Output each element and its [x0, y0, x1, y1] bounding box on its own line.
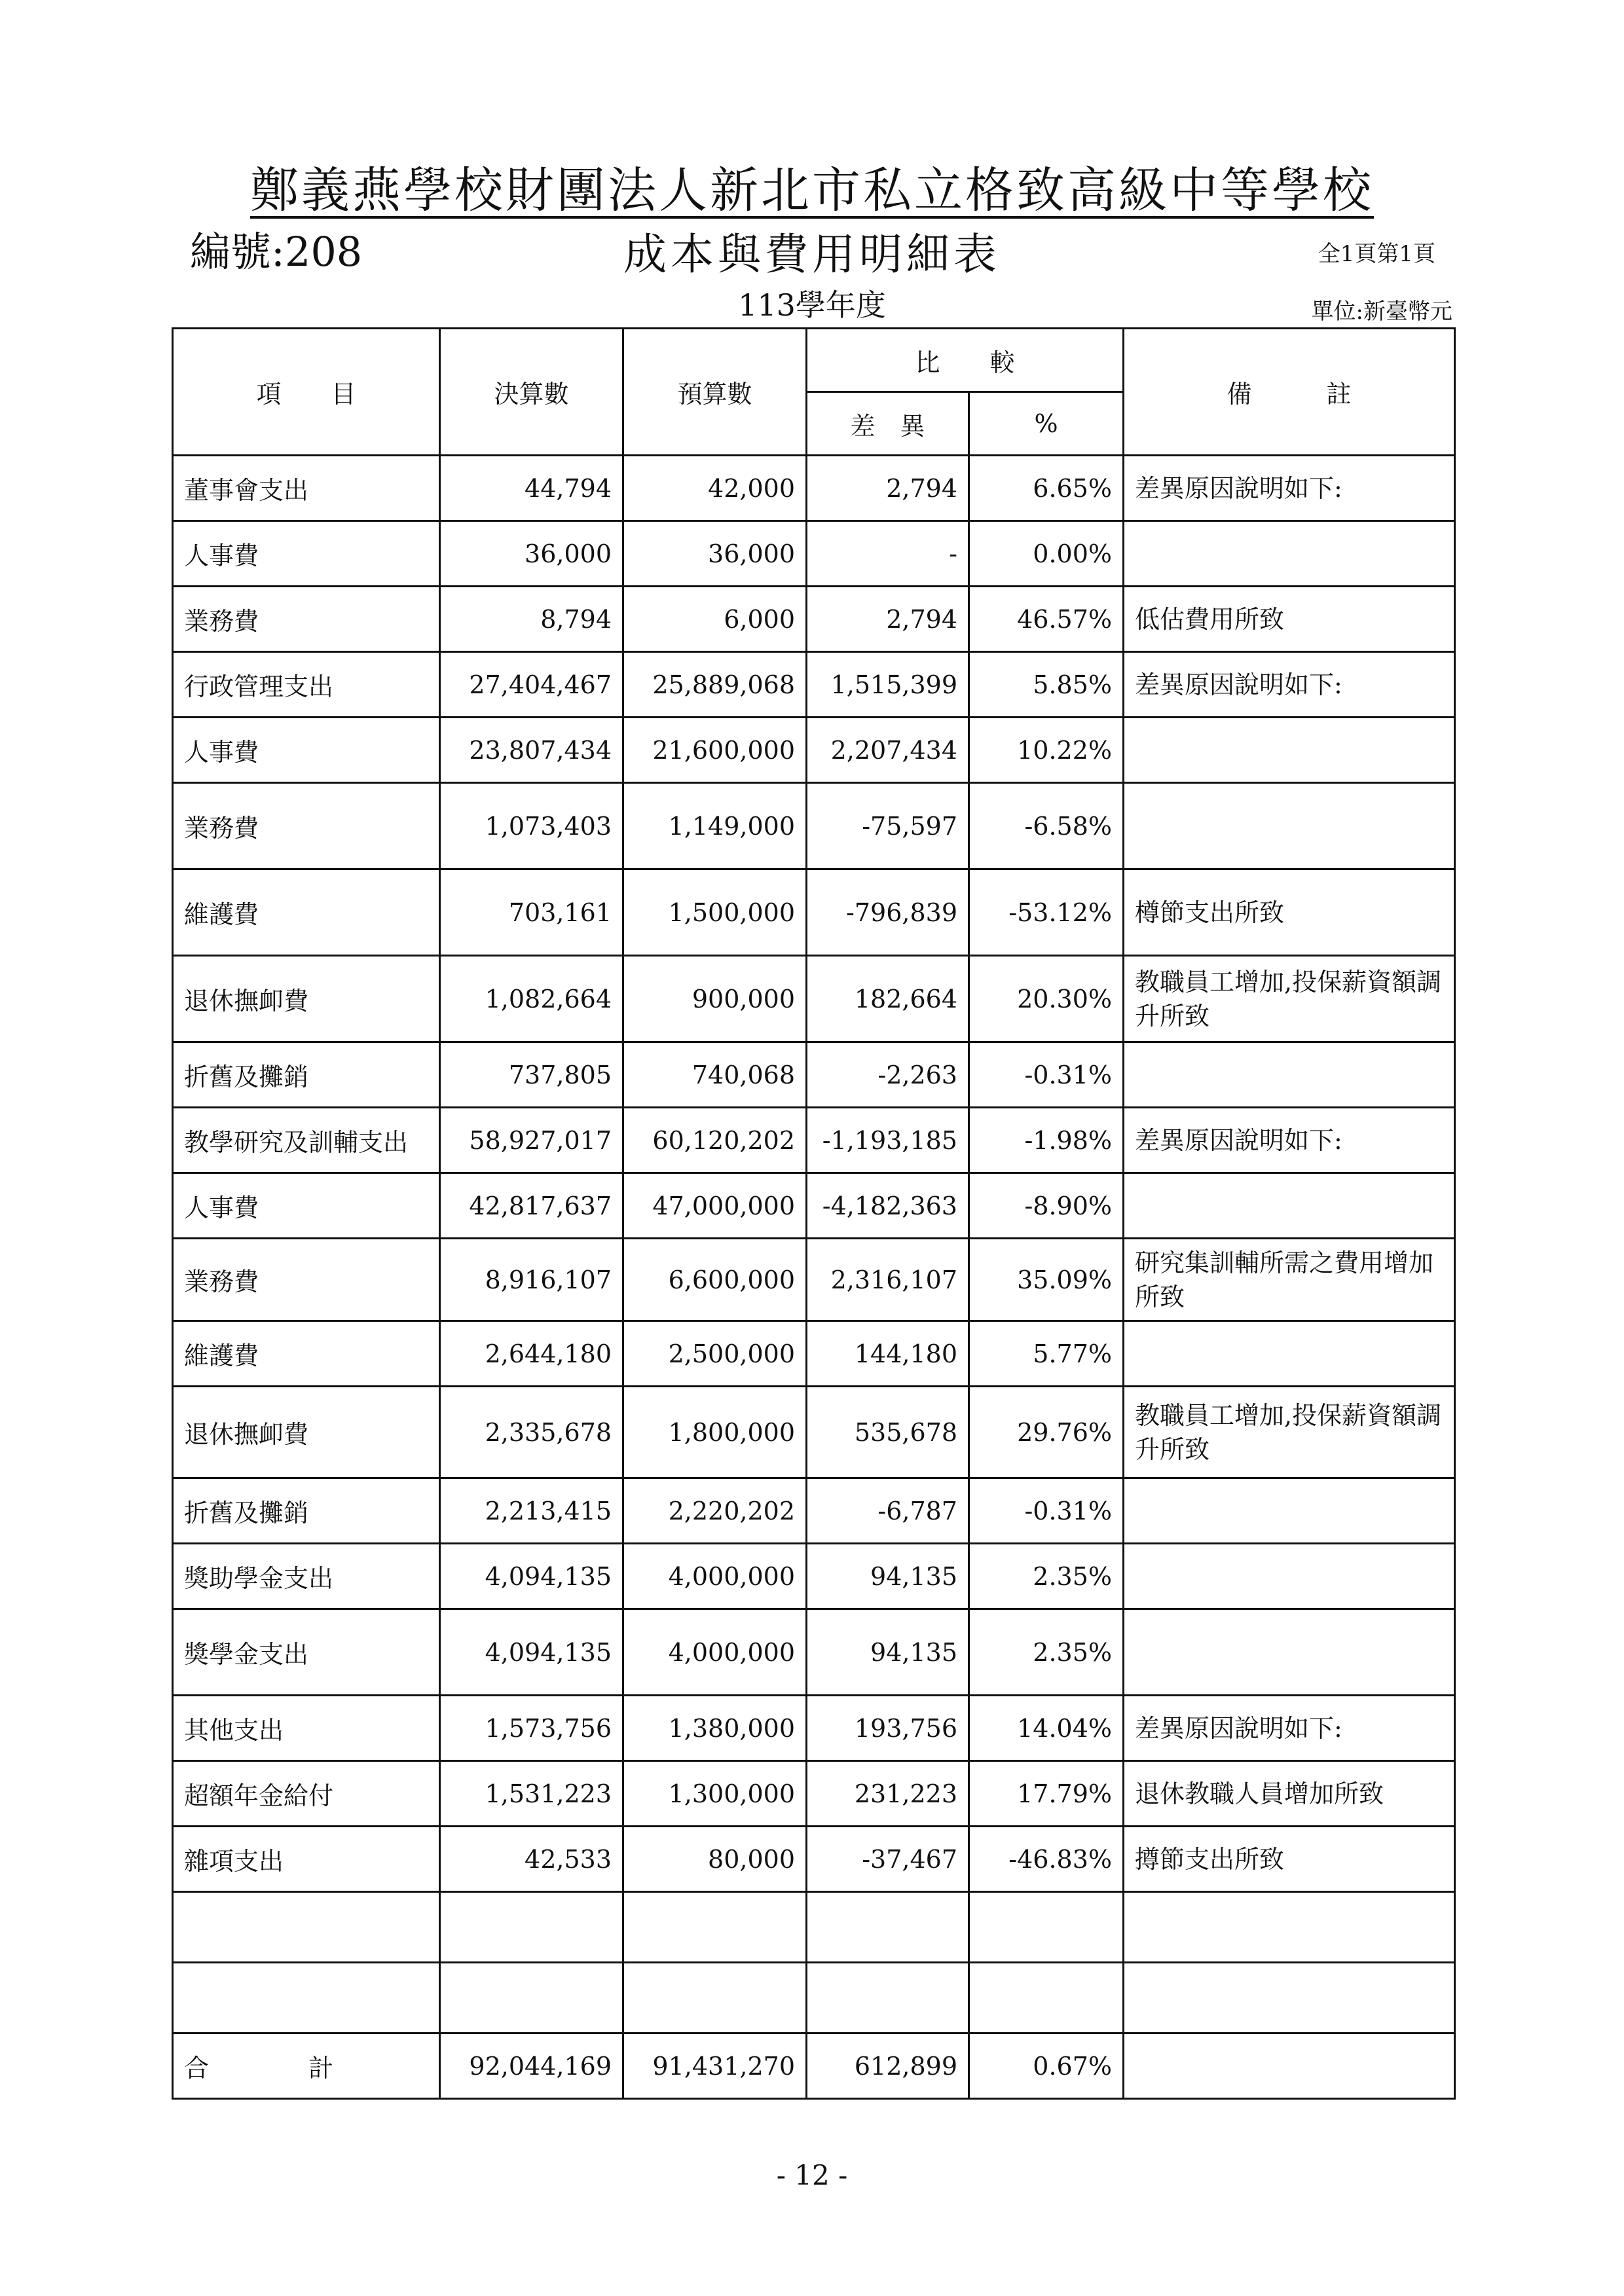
cell-actual: 27,404,467 — [440, 652, 623, 718]
cell-diff: 1,515,399 — [807, 652, 969, 718]
table-row — [173, 1696, 1455, 1761]
cell-budget — [623, 1892, 807, 1963]
cell-budget: 740,068 — [623, 1042, 807, 1108]
cell-pct: -0.31% — [969, 1042, 1124, 1108]
cell-actual: 92,044,169 — [440, 2033, 623, 2099]
table-row — [173, 2033, 1455, 2099]
cell-pct: 10.22% — [969, 718, 1124, 783]
cell-pct: 29.76% — [969, 1387, 1124, 1478]
table-row — [173, 587, 1455, 652]
cell-budget: 2,220,202 — [623, 1478, 807, 1544]
cell-note: 教職員工增加,投保薪資額調升所致 — [1124, 1387, 1455, 1478]
cell-actual: 2,644,180 — [440, 1321, 623, 1387]
table-row — [173, 783, 1455, 869]
cell-actual: 42,533 — [440, 1827, 623, 1892]
cell-item: 雜項支出 — [173, 1827, 440, 1892]
cell-actual: 8,794 — [440, 587, 623, 652]
cell-pct: -1.98% — [969, 1108, 1124, 1173]
cell-item: 業務費 — [173, 1239, 440, 1321]
cell-pct: 46.57% — [969, 587, 1124, 652]
cell-pct: 5.77% — [969, 1321, 1124, 1387]
cell-pct: 2.35% — [969, 1544, 1124, 1609]
table-row — [173, 652, 1455, 718]
cell-diff: 94,135 — [807, 1544, 969, 1609]
cell-budget: 1,149,000 — [623, 783, 807, 869]
cell-item: 業務費 — [173, 587, 440, 652]
cell-note: 低估費用所致 — [1124, 587, 1455, 652]
table-row — [173, 1042, 1455, 1108]
cell-budget: 25,889,068 — [623, 652, 807, 718]
cell-budget: 47,000,000 — [623, 1173, 807, 1239]
cell-pct: -46.83% — [969, 1827, 1124, 1892]
cell-item: 業務費 — [173, 783, 440, 869]
cell-note — [1124, 718, 1455, 783]
cell-pct: -8.90% — [969, 1173, 1124, 1239]
cell-actual: 44,794 — [440, 456, 623, 521]
cell-note — [1124, 1042, 1455, 1108]
cell-actual — [440, 1892, 623, 1963]
cell-note: 教職員工增加,投保薪資額調升所致 — [1124, 956, 1455, 1042]
cell-note: 差異原因說明如下: — [1124, 1108, 1455, 1173]
cell-budget: 2,500,000 — [623, 1321, 807, 1387]
cell-note: 差異原因說明如下: — [1124, 652, 1455, 718]
cell-diff: 182,664 — [807, 956, 969, 1042]
page-number: - 12 - — [776, 2159, 848, 2191]
cell-pct: 6.65% — [969, 456, 1124, 521]
cell-pct — [969, 1892, 1124, 1963]
cell-item: 獎學金支出 — [173, 1609, 440, 1696]
cell-actual: 42,817,637 — [440, 1173, 623, 1239]
cell-item: 其他支出 — [173, 1696, 440, 1761]
cell-pct: 35.09% — [969, 1239, 1124, 1321]
cell-actual: 58,927,017 — [440, 1108, 623, 1173]
cell-item: 教學研究及訓輔支出 — [173, 1108, 440, 1173]
cell-pct: -0.31% — [969, 1478, 1124, 1544]
cell-budget — [623, 1963, 807, 2033]
cell-diff: 2,316,107 — [807, 1239, 969, 1321]
table-row — [173, 1478, 1455, 1544]
cell-actual: 23,807,434 — [440, 718, 623, 783]
cell-actual: 36,000 — [440, 521, 623, 587]
document-subtitle: 成本與費用明細表 — [623, 229, 1001, 280]
table-row — [173, 1963, 1455, 2033]
cell-budget: 1,500,000 — [623, 869, 807, 956]
cell-item: 人事費 — [173, 718, 440, 783]
table-row — [173, 1108, 1455, 1173]
cell-budget: 1,800,000 — [623, 1387, 807, 1478]
cell-note — [1124, 1609, 1455, 1696]
cell-budget: 21,600,000 — [623, 718, 807, 783]
table-row — [173, 1239, 1455, 1321]
cell-actual: 8,916,107 — [440, 1239, 623, 1321]
cell-diff: 2,207,434 — [807, 718, 969, 783]
column-header-budget: 預算數 — [623, 329, 807, 456]
cell-budget: 91,431,270 — [623, 2033, 807, 2099]
cell-actual: 2,335,678 — [440, 1387, 623, 1478]
cell-budget: 80,000 — [623, 1827, 807, 1892]
cell-note — [1124, 1321, 1455, 1387]
cell-actual: 1,573,756 — [440, 1696, 623, 1761]
cell-item: 人事費 — [173, 521, 440, 587]
cell-note: 研究集訓輔所需之費用增加所致 — [1124, 1239, 1455, 1321]
cell-item — [173, 1963, 440, 2033]
cell-pct: -6.58% — [969, 783, 1124, 869]
cell-pct: 2.35% — [969, 1609, 1124, 1696]
cell-note: 樽節支出所致 — [1124, 869, 1455, 956]
cell-budget: 1,380,000 — [623, 1696, 807, 1761]
cell-pct: 20.30% — [969, 956, 1124, 1042]
cell-pct — [969, 1963, 1124, 2033]
column-header-note: 備 註 — [1124, 329, 1455, 456]
cell-item: 折舊及攤銷 — [173, 1042, 440, 1108]
cell-diff: -4,182,363 — [807, 1173, 969, 1239]
cell-actual: 2,213,415 — [440, 1478, 623, 1544]
cell-actual: 4,094,135 — [440, 1544, 623, 1609]
cell-actual: 4,094,135 — [440, 1609, 623, 1696]
cell-note — [1124, 1963, 1455, 2033]
table-row — [173, 956, 1455, 1042]
cell-diff: 612,899 — [807, 2033, 969, 2099]
cell-pct: 14.04% — [969, 1696, 1124, 1761]
table-row — [173, 1544, 1455, 1609]
cell-note: 退休教職人員增加所致 — [1124, 1761, 1455, 1827]
cell-actual: 703,161 — [440, 869, 623, 956]
cell-item: 合 計 — [173, 2033, 440, 2099]
cell-diff: 2,794 — [807, 587, 969, 652]
table-row — [173, 869, 1455, 956]
cell-note — [1124, 2033, 1455, 2099]
cell-note: 撙節支出所致 — [1124, 1827, 1455, 1892]
cell-diff: -37,467 — [807, 1827, 969, 1892]
cell-diff: 231,223 — [807, 1761, 969, 1827]
cell-pct: 0.67% — [969, 2033, 1124, 2099]
table-row — [173, 1173, 1455, 1239]
table-row — [173, 1387, 1455, 1478]
cell-pct: 5.85% — [969, 652, 1124, 718]
column-header-actual: 決算數 — [440, 329, 623, 456]
cell-diff: 2,794 — [807, 456, 969, 521]
cell-budget: 4,000,000 — [623, 1544, 807, 1609]
document-title: 鄭義燕學校財團法人新北市私立格致高級中等學校 — [250, 162, 1374, 219]
cell-item: 行政管理支出 — [173, 652, 440, 718]
cell-item: 退休撫卹費 — [173, 956, 440, 1042]
cell-note — [1124, 1173, 1455, 1239]
cell-actual: 1,531,223 — [440, 1761, 623, 1827]
cell-note — [1124, 521, 1455, 587]
cell-note: 差異原因說明如下: — [1124, 456, 1455, 521]
expense-table — [172, 327, 1456, 2100]
cell-diff: 535,678 — [807, 1387, 969, 1478]
cell-diff: - — [807, 521, 969, 587]
cell-pct: 0.00% — [969, 521, 1124, 587]
cell-budget: 36,000 — [623, 521, 807, 587]
cell-budget: 6,600,000 — [623, 1239, 807, 1321]
table-row — [173, 1321, 1455, 1387]
cell-diff: 193,756 — [807, 1696, 969, 1761]
cell-item: 獎助學金支出 — [173, 1544, 440, 1609]
table-row — [173, 718, 1455, 783]
page-info: 全1頁第1頁 — [1318, 241, 1435, 267]
column-header-item: 項 目 — [173, 329, 440, 456]
cell-actual: 1,082,664 — [440, 956, 623, 1042]
document-number: 編號:208 — [190, 228, 363, 276]
cell-budget: 1,300,000 — [623, 1761, 807, 1827]
cell-note — [1124, 1892, 1455, 1963]
table-row — [173, 1827, 1455, 1892]
cell-pct: 17.79% — [969, 1761, 1124, 1827]
cell-item: 維護費 — [173, 1321, 440, 1387]
table-row — [173, 521, 1455, 587]
cell-diff: -6,787 — [807, 1478, 969, 1544]
cell-diff: 144,180 — [807, 1321, 969, 1387]
cell-budget: 4,000,000 — [623, 1609, 807, 1696]
cell-item: 折舊及攤銷 — [173, 1478, 440, 1544]
cell-budget: 6,000 — [623, 587, 807, 652]
cell-diff: 94,135 — [807, 1609, 969, 1696]
cell-diff: -75,597 — [807, 783, 969, 869]
cell-note: 差異原因說明如下: — [1124, 1696, 1455, 1761]
column-header-pct: % — [969, 392, 1124, 456]
fiscal-year: 113學年度 — [738, 287, 886, 323]
cell-note — [1124, 783, 1455, 869]
cell-diff: -1,193,185 — [807, 1108, 969, 1173]
cell-diff — [807, 1892, 969, 1963]
cell-actual: 1,073,403 — [440, 783, 623, 869]
table-row — [173, 456, 1455, 521]
cell-note — [1124, 1544, 1455, 1609]
cell-item: 維護費 — [173, 869, 440, 956]
cell-budget: 900,000 — [623, 956, 807, 1042]
cell-diff: -796,839 — [807, 869, 969, 956]
cell-item: 超額年金給付 — [173, 1761, 440, 1827]
cell-item: 人事費 — [173, 1173, 440, 1239]
column-header-diff: 差 異 — [807, 392, 969, 456]
cell-actual: 737,805 — [440, 1042, 623, 1108]
cell-item — [173, 1892, 440, 1963]
cell-item: 董事會支出 — [173, 456, 440, 521]
cell-diff — [807, 1963, 969, 2033]
cell-budget: 60,120,202 — [623, 1108, 807, 1173]
cell-item: 退休撫卹費 — [173, 1387, 440, 1478]
cell-budget: 42,000 — [623, 456, 807, 521]
cell-note — [1124, 1478, 1455, 1544]
cell-pct: -53.12% — [969, 869, 1124, 956]
currency-unit: 單位:新臺幣元 — [1311, 299, 1452, 325]
cell-actual — [440, 1963, 623, 2033]
cell-diff: -2,263 — [807, 1042, 969, 1108]
column-header-comparison: 比 較 — [807, 329, 1124, 392]
table-row — [173, 1761, 1455, 1827]
table-row — [173, 1609, 1455, 1696]
table-row — [173, 1892, 1455, 1963]
